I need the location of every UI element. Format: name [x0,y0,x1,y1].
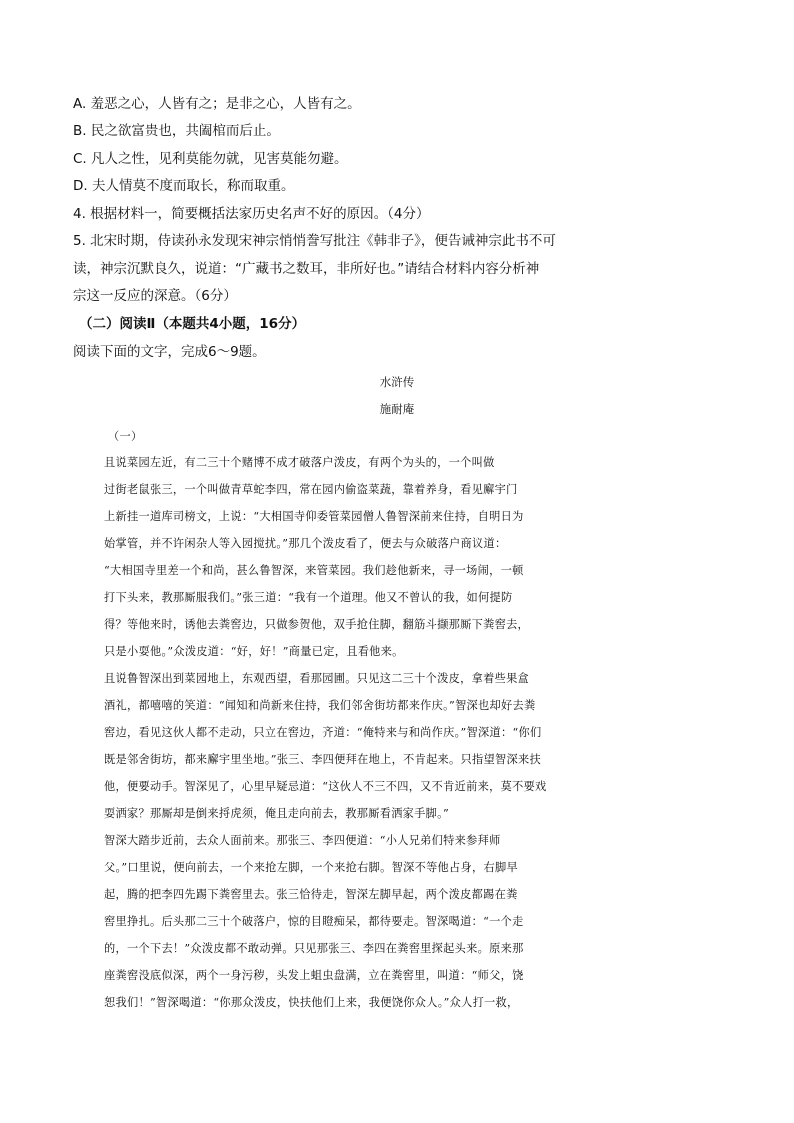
question-4: 4. 根据材料一，简要概括法家历史名声不好的原因。（4分） [73,206,430,222]
passage-part-label: （一） [108,430,143,443]
passage-line: 智深大踏步近前，去众人面前来。那张三、李四便道：“小人兄弟们特来参拜师 [104,834,501,847]
passage-author: 施耐庵 [379,402,415,416]
question-5-line-3: 宗这一反应的深意。（6分） [73,288,237,304]
passage-line: 他，便要动手。智深见了，心里早疑忌道：“这伙人不三不四，又不肯近前来，莫不要戏 [104,780,547,793]
option-a: A. 羞恶之心，人皆有之；是非之心，人皆有之。 [73,96,361,112]
passage-title: 水浒传 [379,375,415,389]
passage-line: 窖边，看见这伙人都不走动，只立在窖边，齐道：“俺特来与和尚作庆。”智深道：“你们 [104,726,542,739]
question-5-line-1: 5. 北宋时期，侍读孙永发现宋神宗悄悄誊写批注《韩非子》，便告诫神宗此书不可 [73,233,556,249]
passage-line: 打下头来，教那厮服我们。”张三道：“我有一个道理。他又不曾认的我，如何提防 [104,591,513,604]
question-5-line-2: 读，神宗沉默良久，说道：“广藏书之数耳，非所好也。”请结合材料内容分析神 [73,261,540,277]
passage-line: 耍洒家？那厮却是倒来捋虎须，俺且走向前去，教那厮看洒家手脚。” [104,807,450,820]
passage-line: 父。”口里说，便向前去，一个来抢左脚，一个来抢右脚。智深不等他占身，右脚早 [104,861,518,874]
option-b: B. 民之欲富贵也，共阖棺而后止。 [73,123,280,139]
passage-line: 起，腾的把李四先踢下粪窖里去。张三恰待走，智深左脚早起，两个泼皮都踢在粪 [104,888,518,901]
passage-line: 恕我们！”智深喝道：“你那众泼皮，快扶他们上来，我便饶你众人。”众人打一救， [104,996,519,1009]
passage-line: 且说鲁智深出到菜园地上，东观西望，看那园圃。只见这二三十个泼皮，拿着些果盒 [104,672,530,685]
passage-line: 窖里挣扎。后头那二三十个破落户，惊的目瞪痴呆，都待要走。智深喝道：“一个走 [104,915,524,928]
passage-line: 过街老鼠张三，一个叫做青草蛇李四，常在园内偷盗菜蔬，靠着养身，看见廨宇门 [104,483,518,496]
passage-line: 且说菜园左近，有二三十个赌博不成才破落户泼皮，有两个为头的，一个叫做 [104,456,495,469]
passage-line: 的，一个下去！”众泼皮都不敢动弹。只见那张三、李四在粪窖里探起头来。原来那 [104,942,524,955]
passage-line: 既是邻舍街坊，都来廨宇里坐地。”张三、李四便拜在地上，不肯起来。只指望智深来扶 [104,753,541,766]
passage-line: 始掌管，并不许闲杂人等入园搅扰。”那几个泼皮看了，便去与众破落户商议道： [104,537,507,550]
passage-line: 只是小耍他。”众泼皮道：“好，好！”商量已定，且看他来。 [104,645,404,658]
section-heading: （二）阅读Ⅱ（本题共4小题，16分） [79,316,306,332]
passage-line: 座粪窖没底似深，两个一身污秽，头发上蛆虫盘满，立在粪窖里，叫道：“师父，饶 [104,969,524,982]
option-d: D. 夫人情莫不度而取长，称而取重。 [73,178,295,194]
passage-line: 酒礼，都嘻嘻的笑道：“闻知和尚新来住持，我们邻舍街坊都来作庆。”智深也却好去粪 [104,699,536,712]
section-instruction: 阅读下面的文字，完成6～9题。 [73,344,266,360]
passage-line: “大相国寺里差一个和尚，甚么鲁智深，来管菜园。我们趁他新来，寻一场闹，一顿 [104,564,524,577]
passage-line: 上新挂一道库司榜文，上说：“大相国寺仰委管菜园僧人鲁智深前来住持，自明日为 [104,510,524,523]
option-c: C. 凡人之性，见利莫能勿就，见害莫能勿避。 [73,151,348,167]
passage-line: 得？等他来时，诱他去粪窖边，只做参贺他，双手抢住脚，翻筋斗撷那厮下粪窖去， [104,618,530,631]
